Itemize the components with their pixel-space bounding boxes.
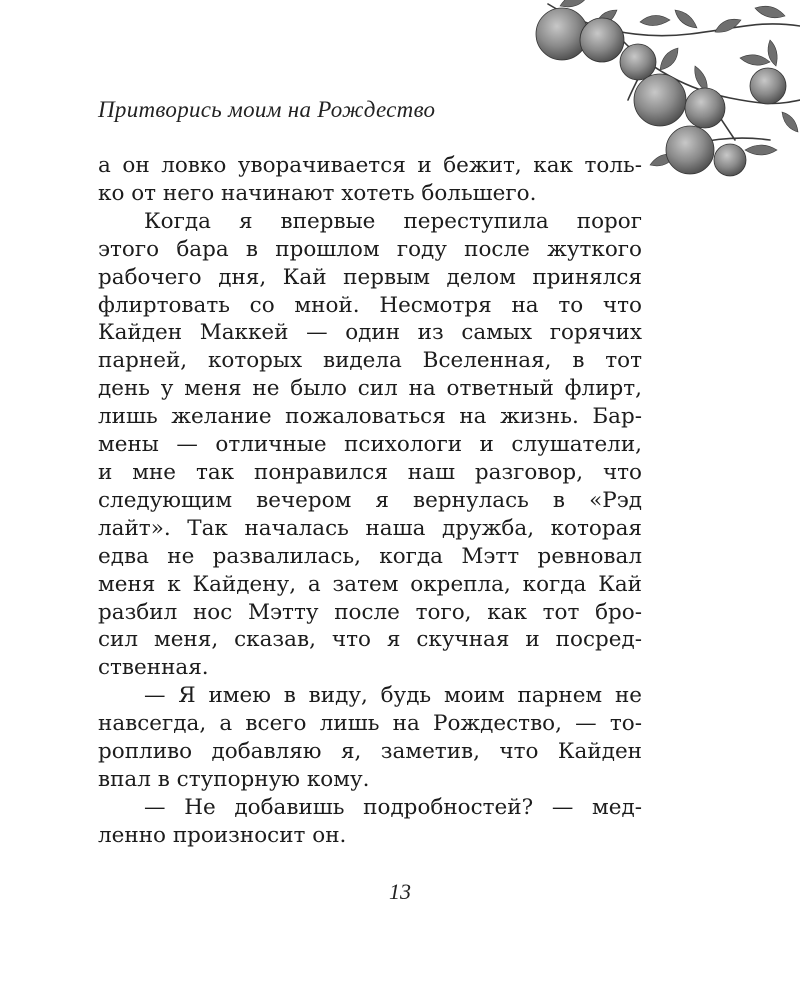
text-line: лишь желание пожаловаться на жизнь. Бар-	[98, 404, 642, 430]
text-line: рабочего дня, Кай первым делом принялся	[98, 264, 642, 290]
text-line: едва не развалилась, когда Мэтт ревновал	[98, 543, 642, 569]
text-line: Кайден Маккей — один из самых горячих	[98, 320, 642, 346]
text-line: ко от него начинают хотеть большего.	[98, 180, 537, 206]
text-line: а он ловко уворачивается и бежит, как толь-	[98, 153, 642, 178]
text-line: — Не добавишь подробностей? — мед-	[144, 794, 642, 820]
running-head: Притворись моим на Рождество	[98, 97, 436, 122]
text-line: ственная.	[98, 655, 209, 681]
text-line: ропливо добавляю я, заметив, что Кайден	[98, 739, 642, 765]
text-line: Когда я впервые переступила порог	[144, 208, 642, 234]
text-line: — Я имею в виду, будь моим парнем не	[144, 683, 642, 709]
text-line: мены — отличные психологи и слушатели,	[98, 432, 642, 458]
text-line: флиртовать со мной. Несмотря на то что	[98, 292, 642, 318]
text-line: навсегда, а всего лишь на Рождество, — то-	[98, 711, 642, 737]
text-line: день у меня не было сил на ответный флирт,	[98, 376, 642, 402]
text-line: парней, которых видела Вселенная, в тот	[98, 348, 642, 374]
text-line: этого бара в прошлом году после жуткого	[98, 236, 642, 262]
text-line: и мне так понравился наш разговор, что	[98, 459, 642, 485]
text-line: лайт». Так началась наша дружба, которая	[98, 515, 642, 541]
text-line: впал в ступорную кому.	[98, 766, 370, 792]
text-line: меня к Кайдену, а затем окрепла, когда Кай	[98, 571, 642, 597]
text-line: следующим вечером я вернулась в «Рэд	[98, 487, 642, 513]
text-line: разбил нос Мэтту после того, как тот бро-	[98, 599, 642, 625]
body-text	[98, 152, 642, 850]
text-line: сил меня, сказав, что я скучная и посред-	[98, 627, 642, 653]
page-number: 13	[389, 879, 411, 904]
text-line: ленно произносит он.	[98, 822, 347, 848]
